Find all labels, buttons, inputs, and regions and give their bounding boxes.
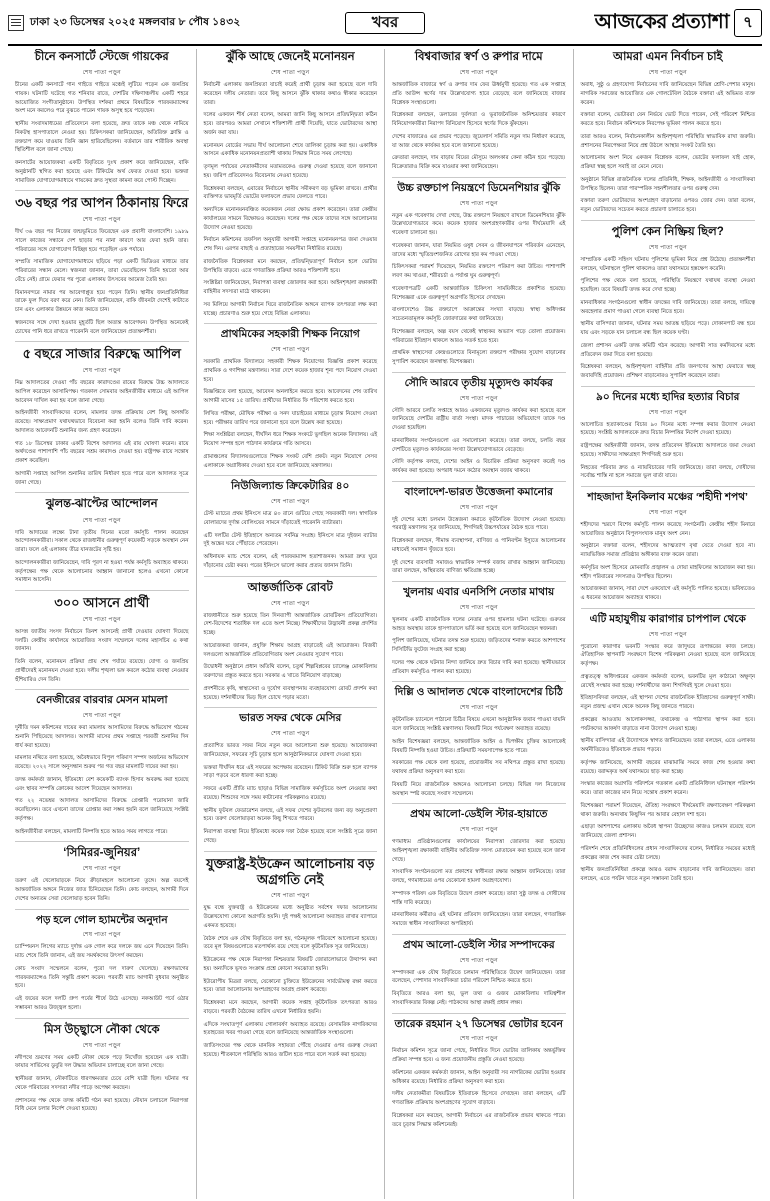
article[interactable] (15, 195, 189, 336)
article-paragraph: সরকারের পক্ষ থেকে বলা হয়েছে, প্রয়োজনীয় সব নথিপত্র প্রস্তুত রাখা হয়েছে। যথাযথ প্রক্রিয়া অনুসরণ করা হবে। (392, 760, 566, 775)
article-paragraph: চিকিৎসকরা পরামর্শ দিয়েছেন, নিয়মিত রক্তচাপ পরিমাপ করা উচিত। পাশাপাশি লবণ কম খাওয়া, শরীরচর্চা ও পর্যাপ্ত ঘুম গুরুত্বপূর্ণ। (392, 264, 566, 280)
article[interactable] (392, 939, 566, 1008)
article-paragraph: মামলার নথিতে বলা হয়েছে, অবৈধভাবে বিপুল পরিমাণ সম্পদ অর্জনের অভিযোগ রয়েছে। ২০২২ সালে অনুসন্ধান শুরুর পর গত বছর মামলাটি দায়ের করা হয়। (15, 755, 189, 771)
article-byline: শেষ পাতা পড়ুন (648, 631, 687, 638)
article-paragraph: অন্যদিকে মনোনয়নবঞ্চিত কয়েকজন নেতা ক্ষোভ প্রকাশ করেছেন। তারা কেন্দ্রীয় কার্যালয়ের সামনে বিক্ষোভও করেছেন। দলের পক্ষ থেকে তাদের সঙ্গে আলোচনার উদ্যোগ নেওয়া হয়েছে। (203, 207, 377, 231)
article-divider (392, 177, 566, 178)
article-paragraph: অধিনায়ক ম্যাচ শেষে বলেন, এই পারফরম্যান্স হতাশাজনক। আমরা দ্রুত ঘুরে দাঁড়ানোর চেষ্টা করব। পরের ইনিংসে ভালো করার প্রত্যয় জানান তিনি। (203, 554, 377, 569)
article-paragraph: দাবি আদায়ের লক্ষ্যে টানা তৃতীয় দিনের মতো কর্মসূচি পালন করেছেন আন্দোলনকারীরা। সকাল থেকে রাজধানীর গুরুত্বপূর্ণ কয়েকটি সড়কে অবস্থান নেন তারা। ফলে ওই এলাকায় তীব্র যানজটের সৃষ্টি হয়। (15, 529, 189, 553)
article-paragraph: বিশ্লেষকরা বলছেন, ডলারের দুর্বলতা ও ভূরাজনৈতিক অনিশ্চয়তার কারণে বিনিয়োগকারীরা নিরাপদ বিনিয়োগ হিসেবে স্বর্ণের দিকে ঝুঁকছেন। (392, 112, 566, 128)
article[interactable] (581, 491, 756, 603)
article-paragraph: অবাধ, সুষ্ঠু ও গ্রহণযোগ্য নির্বাচনের দাবি জানিয়েছেন বিভিন্ন শ্রেণি-পেশার মানুষ। নাগরিক সমাজের আয়োজিত এক গোলটেবিল বৈঠকে বক্তারা এই অভিমত ব্যক্ত করেন। (580, 82, 755, 106)
article-byline: শেষ পাতা পড়ুন (271, 893, 310, 900)
article-paragraph: উদ্বোধনী অনুষ্ঠানে প্রধান অতিথি বলেন, চতুর্থ শিল্পবিপ্লবের চ্যালেঞ্জ মোকাবিলায় তরুণদের প্রস্তুত করতে হবে। সরকার এ খাতে বিনিয়োগ বাড়াচ্ছে। (203, 664, 377, 680)
article-paragraph: আগামী সপ্তাহে আপিল শুনানির তারিখ নির্ধারণ হতে পারে বলে আদালত সূত্রে জানা গেছে। (15, 470, 189, 486)
article-paragraph: আলোচিত হত্যাকাণ্ডের বিচার ৯০ দিনের মধ্যে সম্পন্ন করার উদ্যোগ নেওয়া হয়েছে। সংশ্লিষ্ট আদালতকে দ্রুত বিচার নিষ্পত্তির নির্দেশ দেওয়া হয়েছে। (580, 421, 755, 437)
article[interactable] (392, 182, 566, 367)
article-paragraph: কর্তৃপক্ষ জানিয়েছে, আগামী বছরের মাঝামাঝি সময়ে কাজ শেষ হওয়ার কথা রয়েছে। বরাদ্দকৃত অর্থ যথাসময়ে ছাড় করা হচ্ছে। (580, 759, 755, 775)
article-paragraph: এটি দলটির টেস্ট ইতিহাসে অন্যতম সর্বনিম্ন সংগ্রহ। ইনিংসে মাত্র দুইজন ব্যাটার দুই অঙ্কের ঘরে পৌঁছাতে পেরেছেন। (203, 532, 377, 548)
article-headline[interactable]: ভারত সফর থেকে মেসির (239, 712, 342, 725)
article-paragraph: সৌদি কর্তৃপক্ষ বলছে, দেশের আইন ও বিচারিক প্রক্রিয়া অনুসরণ করেই দণ্ড কার্যকর করা হয়েছে। অপরাধ দমনে কঠোর অবস্থান বজায় থাকবে। (392, 459, 566, 475)
article[interactable] (204, 328, 378, 470)
article-paragraph: ইউক্রেনের পক্ষ থেকে নিরাপত্তা নিশ্চয়তার বিষয়টি জোরালোভাবে উত্থাপন করা হয়। অন্যদিকে ভূখণ্ড সংক্রান্ত প্রশ্নে কোনো সমঝোতা হয়নি। (203, 957, 377, 972)
article-headline[interactable]: প্রাথমিকের সহকারী শিক্ষক নিয়োগ (220, 328, 360, 341)
article-paragraph: দুই দেশের ব্যবসায়ী সমাজও স্বাভাবিক সম্পর্ক বজায় রাখার আহ্বান জানিয়েছে। তারা বলছেন, অস্থিরতায় বাণিজ্য ক্ষতিগ্রস্ত হচ্ছে। (392, 559, 566, 575)
article[interactable] (392, 586, 566, 676)
article-divider (581, 220, 756, 221)
article-paragraph: পরিদর্শন শেষে প্রতিনিধিদলের প্রধান সাংবাদিকদের বলেন, নির্ধারিত সময়ের মধ্যেই প্রকল্পের কাজ শেষ করার চেষ্টা চলছে। (580, 845, 755, 861)
masthead-center (308, 12, 462, 35)
article-headline[interactable]: দিল্লি ও আদালত থেকে বাংলাদেশের চিঠি (394, 686, 563, 699)
article-byline: শেষ পাতা পড়ুন (271, 731, 310, 738)
article[interactable] (392, 1018, 566, 1130)
article-paragraph: আয়োজকরা জানান, সারা দেশে একযোগে এই কর্মসূচি পালিত হয়েছে। ভবিষ্যতেও এ ধরনের আয়োজন অব্যাহত থাকবে। (580, 586, 755, 602)
article-divider (15, 341, 189, 342)
article-headline[interactable]: আন্তর্জাতিক রোবট (247, 581, 333, 594)
article-paragraph: বিশ্লেষকরা বলছেন, আইনশৃঙ্খলা বাহিনীর প্রতি জনগণের আস্থা ফেরাতে স্বচ্ছ জবাবদিহি প্রয়োজন। প্রশিক্ষণ বাড়ানোরও সুপারিশ করেছেন তারা। (580, 364, 755, 380)
article-headline[interactable]: ৩০০ আসনে প্রার্থী (54, 595, 150, 610)
article[interactable] (204, 712, 378, 845)
article-paragraph: বিশেষজ্ঞরা বলছেন, অল্প বয়স থেকেই স্বাস্থ্যকর অভ্যাস গড়ে তোলা প্রয়োজন। পরিবারের ইতিহাস থাকলে আরও সতর্ক হতে হবে। (392, 328, 566, 344)
article-paragraph: লিখিত পরীক্ষা, মৌখিক পরীক্ষা ও সনদ যাচাইয়ের মাধ্যমে চূড়ান্ত নিয়োগ দেওয়া হবে। পরীক্ষার তারিখ পরে জানানো হবে বলে উল্লেখ করা হয়েছে। (203, 410, 377, 426)
article-paragraph: গবেষকরা জানান, যারা নিয়মিত ওষুধ সেবন ও জীবনযাপনে পরিবর্তন এনেছেন, তাদের মধ্যে স্মৃতিভ্রংশজনিত রোগের হার কম পাওয়া গেছে। (392, 242, 566, 258)
article-paragraph: নির্বাচন কমিশনের তফসিল অনুযায়ী আগামী সপ্তাহে মনোনয়নপত্র জমা দেওয়ার শেষ দিন। এরপর বাছাই ও প্রত্যাহারের সময়সীমা নির্ধারিত রয়েছে। (203, 237, 377, 253)
article[interactable] (15, 694, 189, 836)
article-byline: শেষ পাতা পড়ুন (271, 70, 310, 77)
article[interactable] (392, 377, 566, 476)
article[interactable] (581, 225, 756, 381)
article-byline: শেষ পাতা পড়ুন (459, 827, 498, 834)
article-paragraph: প্রকল্পের আওতায় আলোকসজ্জা, তথ্যকেন্দ্র ও পাঠাগার স্থাপন করা হবে। পর্যটকদের আকর্ষণ বাড়াতে নানা উদ্যোগ নেওয়া হচ্ছে। (580, 716, 755, 732)
article[interactable] (204, 856, 378, 1060)
article-paragraph: তিনি বলেন, মনোনয়ন প্রক্রিয়া প্রায় শেষ পর্যায়ে রয়েছে। যোগ্য ও জনপ্রিয় প্রার্থীদেরই মনোনয়ন দেওয়া হবে। দলীয় শৃঙ্খলা ভঙ্গ করলে কঠোর ব্যবস্থা নেওয়ার হুঁশিয়ারিও দেন তিনি। (15, 659, 189, 683)
article[interactable] (204, 581, 378, 703)
article-paragraph: কূটনৈতিক চ্যানেলে পাঠানো চিঠির বিষয়ে এখনো আনুষ্ঠানিক জবাব পাওয়া যায়নি বলে জানিয়েছে সংশ্লিষ্ট মন্ত্রণালয়। বিষয়টি নিয়ে পর্যবেক্ষণ অব্যাহত রয়েছে। (392, 717, 566, 732)
article-divider (15, 590, 189, 591)
article-paragraph: আইনজীবীরা বলছেন, মামলাটি নিষ্পত্তি হতে আরও সময় লাগতে পারে। (15, 828, 168, 835)
article-headline[interactable]: যুক্তরাষ্ট্র-ইউক্রেন আলোচনায় বড় অগ্রগতি নেই (206, 855, 375, 887)
article-paragraph: দীর্ঘ ৩৬ বছর পর নিজের জন্মভূমিতে ফিরেছেন এক প্রবাসী বাংলাদেশি। ১৯৮৯ সালে কাজের সন্ধানে দেশ ছাড়ার পর নানা কারণে আর ফেরা হয়নি তার। পরিবারের সঙ্গে যোগাযোগ বিচ্ছিন্ন হয়ে পড়েছিল এক পর্যায়ে। (15, 229, 189, 253)
article-paragraph: প্রত্নতত্ত্ব অধিদপ্তরের একজন কর্মকর্তা বলেন, ভবনটির মূল কাঠামো অক্ষুণ্ন রেখেই সংস্কার করা হচ্ছে। দর্শনার্থীদের জন্য শিগগিরই খুলে দেওয়া হবে। (580, 673, 755, 689)
article-paragraph: বৈঠক শেষে এক যৌথ বিবৃতিতে বলা হয়, গঠনমূলক পরিবেশে আলোচনা হয়েছে। তবে মূল বিষয়গুলোতে মতপার্থক্য রয়ে গেছে বলে কূটনৈতিক সূত্র জানিয়েছে। (203, 935, 377, 951)
article-byline: শেষ পাতা পড়ুন (271, 600, 310, 607)
article-paragraph: সব মিলিয়ে আগামী নির্বাচন ঘিরে রাজনৈতিক অঙ্গনে ব্যাপক তৎপরতা লক্ষ করা যাচ্ছে। প্রচারণাও শুরু হয়ে গেছে বিভিন্ন এলাকায়। (203, 301, 377, 317)
article-byline: শেষ পাতা পড়ুন (82, 217, 121, 224)
article-paragraph: আইনজীবী সাংবাদিকদের বলেন, মামলার তদন্ত প্রক্রিয়ায় বেশ কিছু অসঙ্গতি রয়েছে। সাক্ষ্যপ্রমাণ যথাযথভাবে বিবেচনা করা হয়নি বলেও তিনি দাবি করেন। আদালত আবেদনটি শুনানির জন্য গ্রহণ করেছেন। (15, 410, 189, 434)
article-paragraph: পুলিশ জানিয়েছে, ঘটনার তদন্ত শুরু হয়েছে। জড়িতদের শনাক্ত করতে আশপাশের সিসিটিভি ফুটেজ সংগ্রহ করা হচ্ছে। (392, 638, 566, 654)
article-headline[interactable]: উচ্চ রক্তচাপ নিয়ন্ত্রণে ডিমেনশিয়ার ঝুঁকি (397, 181, 561, 194)
article[interactable] (15, 846, 189, 903)
hamburger-menu-icon[interactable] (8, 15, 24, 31)
article-paragraph: চীনের একটি কনসার্টে গান গাইতে গাইতে মঞ্চেই লুটিয়ে পড়েন এক জনপ্রিয় গায়ক। ঘটনাটি ঘটেছে গত শনিবার রাতে, দেশটির দক্ষিণাঞ্চলীয় একটি শহরে আয়োজিত সংগীতানুষ্ঠানে। উপস্থিত দর্শকরা প্রথমে বিষয়টিকে পারফরম্যান্সের অংশ মনে করলেও পরে বুঝতে পারেন গায়ক অসুস্থ হয়ে পড়েছেন। (15, 82, 189, 115)
article-byline: শেষ পাতা পড়ুন (648, 70, 687, 77)
article[interactable] (392, 808, 566, 929)
article[interactable] (15, 50, 189, 185)
article-headline[interactable]: তারেক রহমান ২৭ ডিসেম্বর ভোটার হবেন (394, 1017, 563, 1030)
article-divider (15, 909, 189, 910)
article-paragraph: এই জয়ের ফলে দলটি গ্রুপ পর্বের শীর্ষে উঠে এসেছে। নকআউট পর্বে ওঠার সম্ভাবনা আরও উজ্জ্বল হলো। (15, 996, 189, 1011)
article-headline[interactable]: ৩৬ বছর পর আপন ঠিকানায় ফিরে (15, 195, 189, 211)
article[interactable] (15, 1023, 189, 1115)
article-paragraph: স্থানীয় ফুটবল ফেডারেশন বলছে, এই সফর দেশের ফুটবলের জন্য বড় অনুপ্রেরণা হবে। তরুণ খেলোয়াড়রা অনেক কিছু শিখতে পারবে। (203, 807, 377, 823)
article-paragraph: আলোচনায় অংশ নিয়ে একজন বিশ্লেষক বলেন, ভোটের ফলাফল যাই হোক, প্রক্রিয়া স্বচ্ছ হলে সবাই তা মেনে নেবে। (580, 155, 755, 171)
article-byline: শেষ পাতা পড়ুন (271, 347, 310, 354)
article-headline[interactable]: শাহজাদা ইনকিলাব মঞ্চের ‘শহীদী শপথ’ (587, 491, 748, 504)
article[interactable] (15, 346, 189, 487)
article-paragraph: তরুণ এই খেলোয়াড়কে নিয়ে ক্রীড়ামহলে আলোচনা তুঙ্গে। অল্প বয়সেই আন্তর্জাতিক অঙ্গনে নিজের জাত চিনিয়েছেন তিনি। কোচ বলছেন, আগামী দিনে দেশের অন্যতম সেরা খেলোয়াড় হবেন তিনি। (15, 878, 189, 902)
column-3 (385, 49, 574, 1199)
article-byline: শেষ পাতা পড়ুন (271, 499, 310, 506)
masthead-right (462, 7, 762, 40)
article-paragraph: নদীপথে ভ্রমণের সময় একটি নৌকা থেকে পড়ে নিখোঁজ হয়েছেন এক যাত্রী। ফায়ার সার্ভিসের ডুবুরি দল উদ্ধার অভিযান চালাচ্ছে বলে জানা গেছে। (15, 1054, 189, 1070)
article-headline[interactable]: আমরা এমন নির্বাচন চাই (612, 51, 723, 63)
article-byline: শেষ পাতা পড়ুন (82, 713, 121, 720)
article-paragraph: বিশেষজ্ঞরা পরামর্শ দিয়েছেন, ঐতিহ্য সংরক্ষণে দীর্ঘমেয়াদি রক্ষণাবেক্ষণ পরিকল্পনা থাকা জরুরি। অন্যথায় কিছুদিন পর আবার বেহাল দশা হবে। (580, 802, 755, 818)
article-paragraph: প্রাথমিক স্বাস্থ্যসেবা কেন্দ্রগুলোতে বিনামূল্যে রক্তচাপ পরীক্ষার সুযোগ বাড়ানোর সুপারিশ করেছেন জনস্বাস্থ্য বিশেষজ্ঞরা। (392, 350, 566, 366)
article-paragraph: সৌদি আরবে চলতি সপ্তাহে আরও একজনের মৃত্যুদণ্ড কার্যকর করা হয়েছে বলে জানিয়েছে দেশটির রাষ্ট্রীয় বার্তা সংস্থা। মাদক পাচারের অভিযোগে তাকে দণ্ড দেওয়া হয়েছিল। (392, 407, 566, 432)
article-paragraph: পুরোনো কারাগার ভবনটি সংস্কার করে জাদুঘরে রূপান্তরের কাজ চলছে। ঐতিহাসিক স্থাপনাটি সংরক্ষণে বিশেষ পরিকল্পনা নেওয়া হয়েছে বলে জানিয়েছে কর্তৃপক্ষ। (580, 643, 755, 668)
article-paragraph: আন্দোলনকারীরা জানিয়েছেন, দাবি পূরণ না হওয়া পর্যন্ত কর্মসূচি অব্যাহত থাকবে। কর্তৃপক্ষের পক্ষ থেকে আলোচনার আহ্বান জানানো হলেও এখনো কোনো সমাধান আসেনি। (15, 559, 189, 584)
article-divider (204, 323, 378, 324)
article-paragraph: মানবাধিকার সংগঠনগুলো এর সমালোচনা করেছে। তারা বলছে, চলতি বছর দেশটিতে মৃত্যুদণ্ড কার্যকরের সংখ্যা উল্লেখযোগ্যভাবে বেড়েছে। (392, 437, 566, 453)
article-byline: শেষ পাতা পড়ুন (82, 517, 121, 524)
article-paragraph: রাষ্ট্রপক্ষের আইনজীবী জানান, তদন্ত প্রতিবেদন ইতিমধ্যে আদালতে জমা দেওয়া হয়েছে। সাক্ষীদের সাক্ষ্যগ্রহণ শিগগিরই শুরু হবে। (580, 443, 755, 458)
article-paragraph: প্রত্যাশিত ভারত সফর নিয়ে নতুন করে আলোচনা শুরু হয়েছে। আয়োজকরা জানিয়েছেন, সফরের সূচি চূড়ান্ত হলে আনুষ্ঠানিকভাবে ঘোষণা দেওয়া হবে। (203, 743, 377, 758)
article-byline: শেষ পাতা পড়ুন (459, 504, 498, 511)
article-paragraph: পুলিশের পক্ষ থেকে বলা হয়েছে, পরিস্থিতি নিয়ন্ত্রণে যথাযথ ব্যবস্থা নেওয়া হয়েছিল। তবে বিষয়টি তদন্ত করে দেখা হচ্ছে। (580, 278, 755, 294)
article-headline[interactable]: ঝুলন্ত-ঝাপ্টের আন্দোলন (45, 498, 158, 511)
article-divider (581, 386, 756, 387)
article-paragraph: ইতিহাসবিদরা বলছেন, এই স্থাপনা দেশের রাজনৈতিক ইতিহাসের গুরুত্বপূর্ণ সাক্ষী। নতুন প্রজন্ম এখান থেকে অনেক কিছু জানতে পারবে। (580, 695, 755, 711)
article-paragraph: শিক্ষা সংশ্লিষ্টরা বলছেন, দীর্ঘদিন ধরে শিক্ষক সংকটে ভুগছিল অনেক বিদ্যালয়। এই নিয়োগ সম্পন্ন হলে পাঠদান কার্যক্রমে গতি আসবে। (203, 432, 377, 448)
article-paragraph: গণমাধ্যম প্রতিষ্ঠানগুলোর কার্যালয়ের নিরাপত্তা জোরদার করা হয়েছে। আইনশৃঙ্খলা রক্ষাকারী বাহিনীর অতিরিক্ত সদস্য মোতায়েন করা হয়েছে বলে জানা গেছে। (392, 839, 566, 863)
article[interactable] (204, 480, 378, 570)
article-paragraph: আসন্ন জাতীয় সংসদ নির্বাচনে তিনশ আসনেই প্রার্থী দেওয়ার ঘোষণা দিয়েছে দলটি। কেন্দ্রীয় কার্যালয়ে আয়োজিত সংবাদ সম্মেলনে দলের মহাসচিব এ কথা জানান। (15, 628, 189, 653)
article-paragraph: অনুষ্ঠানে বিভিন্ন রাজনৈতিক দলের প্রতিনিধি, শিক্ষক, আইনজীবী ও সাংবাদিকরা উপস্থিত ছিলেন। তারা পারস্পরিক সহনশীলতার ওপর গুরুত্ব দেন। (580, 176, 755, 192)
column-1 (8, 49, 197, 1199)
article-paragraph: নিরাপত্তা ব্যবস্থা নিয়ে ইতিমধ্যে কয়েক দফা বৈঠক হয়েছে বলে সংশ্লিষ্ট সূত্রে জানা গেছে। (203, 829, 377, 844)
article-divider (392, 581, 566, 582)
article-paragraph: আন্তর্জাতিক বাজারে স্বর্ণ ও রুপার দাম ফের ঊর্ধ্বমুখী হয়েছে। গত এক সপ্তাহে প্রতি আউন্স স্বর্ণের দাম উল্লেখযোগ্য হারে বেড়েছে বলে জানিয়েছে বাজার বিশ্লেষক সংস্থাগুলো। (392, 82, 566, 106)
article-paragraph: দুই দেশের মধ্যে চলমান উত্তেজনা কমাতে কূটনৈতিক উদ্যোগ নেওয়া হয়েছে। পররাষ্ট্র মন্ত্রণালয় সূত্র জানিয়েছে, শিগগিরই উচ্চপর্যায়ের বৈঠক হতে পারে। (392, 516, 566, 532)
article-paragraph: স্থানীয় বাসিন্দারা জানান, ঘটনার সময় আতঙ্ক ছড়িয়ে পড়ে। দোকানপাট বন্ধ হয়ে যায় এবং সড়কে যান চলাচল বন্ধ ছিল কয়েক ঘণ্টা। (580, 321, 755, 337)
article-headline[interactable]: ৫ বছরে সাজার বিরুদ্ধে আপিল (22, 346, 181, 362)
article[interactable] (15, 914, 189, 1013)
article-headline[interactable]: সৌদি আরবে তৃতীয় মৃত্যুদণ্ড কার্যকর (404, 376, 553, 389)
article[interactable] (581, 613, 756, 884)
article-paragraph: বিমানবন্দরে নামার পর আবেগাপ্লুত হয়ে পড়েন তিনি। স্থানীয় জনপ্রতিনিধিরা তাকে ফুল দিয়ে বরণ করে নেন। তিনি জানিয়েছেন, বাকি জীবনটা দেশেই কাটাতে চান এবং এলাকার উন্নয়নে কাজ করতে চান। (15, 289, 189, 314)
article-paragraph: সাংবাদিক সংগঠনগুলো মত প্রকাশের স্বাধীনতা রক্ষার আহ্বান জানিয়েছে। তারা বলছে, গণমাধ্যমের ওপর যেকোনো হামলা অগ্রহণযোগ্য। (392, 869, 566, 885)
article-divider (392, 481, 566, 482)
article-paragraph: বিজ্ঞপ্তিতে বলা হয়েছে, আবেদন অনলাইনে করতে হবে। আবেদনের শেষ তারিখ আগামী মাসের ১৫ তারিখ। প্রার্থীদের নির্ধারিত ফি পরিশোধ করতে হবে। (203, 389, 377, 405)
article-divider (204, 707, 378, 708)
article-paragraph: স্থানীয় সংবাদমাধ্যমের প্রতিবেদনে বলা হয়েছে, দ্রুত তাকে মঞ্চ থেকে নামিয়ে নিকটস্থ হাসপাতালে নেওয়া হয়। চিকিৎসকরা জানিয়েছেন, অতিরিক্ত ক্লান্তি ও রক্তচাপ কমে যাওয়ায় তিনি জ্ঞান হারিয়েছিলেন। বর্তমানে তার শারীরিক অবস্থা স্থিতিশীল বলে জানা গেছে। (15, 121, 189, 154)
article-byline: শেষ পাতা পড়ুন (648, 244, 687, 251)
article-paragraph: মানবাধিকার কর্মীরাও এই ঘটনার প্রতিবাদ জানিয়েছেন। তারা বলছেন, গণতান্ত্রিক সমাজে স্বাধীন সাংবাদিকতা অপরিহার্য। (392, 912, 566, 928)
article-paragraph: চ্যাম্পিয়নস লিগের ম্যাচে দুর্দান্ত এক গোল করে দলকে জয় এনে দিয়েছেন তিনি। ম্যাচ শেষে তিনি জানান, এই জয় সমর্থকদের উৎসর্গ করছেন। (15, 944, 189, 960)
article-divider (15, 492, 189, 493)
article-paragraph: এদিকে সংঘাতপূর্ণ এলাকায় গোলাবর্ষণ অব্যাহত রয়েছে। বেসামরিক নাগরিকদের হতাহতের খবর পাওয়া গেছে বলে জানিয়েছে আন্তর্জাতিক সংস্থাগুলো। (203, 1021, 377, 1037)
article-paragraph: বাংলাদেশেও উচ্চ রক্তচাপে আক্রান্তের সংখ্যা বাড়ছে। স্বাস্থ্য অধিদপ্তর সচেতনতামূলক কর্মসূচি জোরদারের কথা জানিয়েছে। (392, 307, 566, 323)
article-paragraph: ইউরোপীয় মিত্ররা বলছে, যেকোনো চুক্তিতে ইউক্রেনের সার্বভৌমত্ব রক্ষা করতে হবে। তারা আলোচনায় অংশগ্রহণের আগ্রহ প্রকাশ করেছে। (203, 978, 377, 994)
page-number-mark: ৭ (734, 9, 762, 37)
article-headline[interactable]: নিউজিল্যান্ড ক্রিকেটারির ৪০ (231, 480, 350, 493)
article-paragraph: নিহতের পরিবার দ্রুত ও ন্যায়বিচারের দাবি জানিয়েছে। তারা বলছে, দোষীদের সর্বোচ্চ শাস্তি না হলে সমাজে ভুল বার্তা যাবে। (580, 464, 755, 480)
article-byline: শেষ পাতা পড়ুন (459, 1036, 498, 1043)
article-paragraph: কমিশনের একজন কর্মকর্তা জানান, আইন অনুযায়ী সব নাগরিকের ভোটার হওয়ার অধিকার রয়েছে। নির্ধারিত প্রক্রিয়া অনুসরণ করা হবে। (392, 1069, 566, 1085)
article-paragraph: এছাড়া আশপাশের এলাকায় অবৈধ স্থাপনা উচ্ছেদের কাজও চলমান রয়েছে বলে জানিয়েছে জেলা প্রশাসন। (580, 824, 755, 840)
article-paragraph: সরকারি প্রাথমিক বিদ্যালয়ে সহকারী শিক্ষক নিয়োগের বিজ্ঞপ্তি প্রকাশ করেছে প্রাথমিক ও গণশিক্ষা মন্ত্রণালয়। সারা দেশে কয়েক হাজার শূন্য পদে নিয়োগ দেওয়া হবে। (203, 359, 377, 383)
article-byline: শেষ পাতা পড়ুন (82, 1042, 121, 1049)
article-paragraph: সম্প্রতি সামাজিক যোগাযোগমাধ্যমে ছড়িয়ে পড়া একটি ভিডিওর মাধ্যমে তার পরিবারের সন্ধান মেলে। স্বজনরা জানান, তারা ভেবেছিলেন তিনি হয়তো আর বেঁচে নেই। গ্রামে ফেরার পর পুরো এলাকায় উৎসবের আমেজ তৈরি হয়। (15, 259, 189, 283)
article-paragraph: জেলা প্রশাসন একটি তদন্ত কমিটি গঠন করেছে। আগামী সাত কর্মদিবসের মধ্যে প্রতিবেদন জমা দিতে বলা হয়েছে। (580, 342, 755, 358)
article-paragraph: আইন বিশেষজ্ঞরা বলছেন, আন্তর্জাতিক আইন ও দ্বিপক্ষীয় চুক্তির আলোকেই বিষয়টি নিষ্পত্তি হওয়া উচিত। প্রক্রিয়াটি সময়সাপেক্ষ হতে পারে। (392, 738, 566, 754)
article-byline: শেষ পাতা পড়ুন (459, 604, 498, 611)
article-headline[interactable]: বিশ্ববাজার স্বর্ণ ও রুপার দামে (414, 51, 543, 63)
article-paragraph: রাজধানীতে শুরু হয়েছে তিন দিনব্যাপী আন্তর্জাতিক রোবটিকস প্রতিযোগিতা। দেশ-বিদেশের শতাধিক দল এতে অংশ নিচ্ছে। শিক্ষার্থীদের উদ্ভাবনী প্রকল্প প্রদর্শিত হচ্ছে। (203, 612, 377, 637)
article-byline: শেষ পাতা পড়ুন (82, 616, 121, 623)
article-paragraph: যুদ্ধ বন্ধে যুক্তরাষ্ট্র ও ইউক্রেনের মধ্যে অনুষ্ঠিত সর্বশেষ দফার আলোচনায় উল্লেখযোগ্য কোনো অগ্রগতি হয়নি। দুই পক্ষই আলোচনা অব্যাহত রাখার ব্যাপারে একমত হয়েছে। (203, 905, 377, 929)
article-paragraph: নতুন এক গবেষণায় দেখা গেছে, উচ্চ রক্তচাপ নিয়ন্ত্রণে রাখলে ডিমেনশিয়ার ঝুঁকি উল্লেখযোগ্যভাবে কমে। কয়েক হাজার অংশগ্রহণকারীর ওপর দীর্ঘমেয়াদি এই গবেষণা চালানো হয়। (392, 212, 566, 237)
article-paragraph: কনসার্টের আয়োজকরা একটি বিবৃতিতে দুঃখ প্রকাশ করে জানিয়েছেন, বাকি অনুষ্ঠানটি স্থগিত করা হয়েছে এবং টিকিটের অর্থ ফেরত দেওয়া হবে। ভক্তরা সামাজিক যোগাযোগমাধ্যমে গায়কের দ্রুত সুস্থতা কামনা করে পোস্ট দিচ্ছেন। (15, 160, 189, 184)
article-byline: শেষ পাতা পড়ুন (82, 932, 121, 939)
article-headline[interactable]: পুলিশ কেন নিষ্ক্রিয় ছিল? (611, 225, 724, 238)
article[interactable] (392, 686, 566, 798)
section-badge[interactable]: খবর (345, 12, 425, 35)
article-headline[interactable]: এটি মহাযুগীয় কারাগার চাপপাল থেকে (589, 612, 746, 625)
article-paragraph: সাম্প্রতিক একটি সহিংস ঘটনায় পুলিশের ভূমিকা নিয়ে প্রশ্ন উঠেছে। প্রত্যক্ষদর্শীরা বলছেন, ঘটনাস্থলে পুলিশ থাকলেও তারা যথাসময়ে হস্তক্ষেপ করেনি। (580, 256, 755, 272)
article-headline[interactable]: পড় হলে গোল হ্যামন্টের অনুদান (35, 913, 168, 926)
article-paragraph: অনুষ্ঠানে বক্তারা বলেন, শহীদদের আত্মত্যাগ বৃথা যেতে দেওয়া হবে না। ন্যায়ভিত্তিক সমাজ প্রতিষ্ঠার অঙ্গীকার ব্যক্ত করেন তারা। (580, 543, 755, 559)
article-paragraph: বিষয়টি নিয়ে রাজনৈতিক অঙ্গনেও আলোচনা চলছে। বিভিন্ন দল নিজেদের অবস্থান স্পষ্ট করেছে সংবাদ সম্মেলনে। (392, 781, 566, 797)
article-paragraph: সফরে একটি প্রীতি ম্যাচ ছাড়াও বিভিন্ন সামাজিক কর্মসূচিতে অংশ নেওয়ার কথা রয়েছে। শিশুদের সঙ্গে সময় কাটানোর পরিকল্পনাও রয়েছে। (203, 786, 377, 801)
article-paragraph: দলীয় নেতাকর্মীরা বিষয়টিকে ইতিবাচক হিসেবে দেখছেন। তারা বলছেন, এটি গণতান্ত্রিক প্রক্রিয়ায় অংশগ্রহণের সুযোগ বাড়াবে। (392, 1091, 566, 1107)
article[interactable] (392, 50, 566, 172)
article-paragraph: তৃণমূল পর্যায়ের নেতাকর্মীদের মতামতকেও গুরুত্ব দেওয়া হয়েছে বলে জানানো হয়। জরিপ প্রতিবেদনও বিবেচনায় নেওয়া হয়েছে। (203, 164, 377, 179)
article-paragraph: নির্বাচন কমিশন সূত্রে জানা গেছে, নির্ধারিত দিনে ভোটার তালিকায় অন্তর্ভুক্তির প্রক্রিয়া সম্পন্ন হবে। এ জন্য প্রয়োজনীয় প্রস্তুতি নেওয়া হয়েছে। (392, 1048, 566, 1064)
masthead-left (8, 15, 308, 32)
article-divider (204, 475, 378, 476)
article-byline: শেষ পাতা পড়ুন (459, 70, 498, 77)
article-paragraph: গ্রামাঞ্চলের বিদ্যালয়গুলোতে শিক্ষক সংকট বেশি প্রকট। নতুন নিয়োগে সেসব এলাকাকে অগ্রাধিকার দেওয়া হবে বলে জানিয়েছে মন্ত্রণালয়। (203, 453, 377, 469)
article-paragraph: জাতিসংঘের পক্ষ থেকে মানবিক সহায়তা পৌঁছে দেওয়ার ওপর গুরুত্ব দেওয়া হয়েছে। শীতকালে পরিস্থিতি আরও জটিল হতে পারে বলে সতর্ক করা হয়েছে। (203, 1043, 377, 1058)
article-paragraph: প্রদর্শনীতে কৃষি, স্বাস্থ্যসেবা ও দুর্যোগ ব্যবস্থাপনায় ব্যবহারযোগ্য রোবট প্রদর্শন করা হয়েছে। দর্শনার্থীদের ভিড় ছিল চোখে পড়ার মতো। (203, 685, 377, 701)
article-paragraph: সম্পাদকরা এক যৌথ বিবৃতিতে চলমান পরিস্থিতিতে উদ্বেগ জানিয়েছেন। তারা বলেছেন, পেশাদার সাংবাদিকতা চর্চার পরিবেশ নিশ্চিত করতে হবে। (392, 969, 566, 985)
article-paragraph: বক্তারা বলেন, ভোটাররা যেন নির্ভয়ে ভোট দিতে পারেন, সেই পরিবেশ নিশ্চিত করতে হবে। নির্বাচন কমিশনকে নিরপেক্ষ ভূমিকা পালন করতে হবে। (580, 112, 755, 128)
article-headline[interactable]: প্রথম আলো-ডেইলি স্টার সম্পাদকের (402, 938, 555, 951)
article-paragraph: মনোনয়ন বোর্ডের সভায় দীর্ঘ আলোচনা শেষে তালিকা চূড়ান্ত করা হয়। একাধিক আসনে একাধিক মনোনয়নপ্রত্যাশী থাকায় সিদ্ধান্ত নিতে সময় লেগেছে। (203, 142, 377, 158)
column-2 (197, 49, 386, 1199)
article-paragraph: তারা আরও বলেন, নির্বাচনকালীন আইনশৃঙ্খলা পরিস্থিতি স্বাভাবিক রাখা জরুরি। প্রশাসনের নিরপেক্ষতা নিয়ে প্রশ্ন উঠলে আস্থার সংকট তৈরি হয়। (580, 133, 755, 149)
article-paragraph: সম্পাদক পরিষদ এক বিবৃতিতে উদ্বেগ প্রকাশ করেছে। তারা সুষ্ঠু তদন্ত ও দোষীদের শাস্তি দাবি করেছে। (392, 890, 566, 906)
article-paragraph: বিশ্লেষকরা বলছেন, এবারের নির্বাচনে স্থানীয় সমীকরণ বড় ভূমিকা রাখবে। প্রার্থীর ব্যক্তিগত ভাবমূর্তি ভোটের ফলাফলে প্রভাব ফেলতে পারে। (203, 185, 377, 201)
article-paragraph: স্থানীয় বাসিন্দারা এই উদ্যোগকে স্বাগত জানিয়েছেন। তারা বলছেন, এতে এলাকার অর্থনীতিতেও ইতিবাচক প্রভাব পড়বে। (580, 738, 755, 754)
article-paragraph: স্বজনদের সঙ্গে দেখা হওয়ার মুহূর্তটি ছিল অত্যন্ত আবেগঘন। উপস্থিত অনেকেই চোখের পানি ধরে রাখতে পারেননি বলে জানিয়েছেন প্রত্যক্ষদর্শীরা। (15, 319, 189, 335)
article-headline[interactable]: প্রথম আলো-ডেইলি স্টার-হায়াতে (410, 808, 548, 821)
article-divider (392, 803, 566, 804)
article-paragraph: স্থানীয়রা জানান, নৌকাটিতে ধারণক্ষমতার চেয়ে বেশি যাত্রী ছিল। ঘটনার পর থেকে পরিবারের সদস্যরা নদীর পাড়ে অপেক্ষা করছেন। (15, 1076, 189, 1091)
article-paragraph: টেস্ট ম্যাচের প্রথম ইনিংসে মাত্র ৪০ রানে গুটিয়ে গেছে সফরকারী দল। স্বাগতিক বোলারদের দুর্দান্ত বোলিংয়ের সামনে দাঁড়াতেই পারেননি ব্যাটাররা। (203, 511, 377, 526)
article[interactable] (15, 497, 189, 585)
article-headline[interactable]: মিস উচ্ছ্বাসে নৌকা থেকে (43, 1023, 160, 1036)
article-divider (392, 934, 566, 935)
article-paragraph: দলের পক্ষ থেকে ঘটনার নিন্দা জানিয়ে দ্রুত বিচার দাবি করা হয়েছে। স্থানীয়ভাবে প্রতিবাদ কর্মসূচিও পালন করা হয়েছে। (392, 659, 566, 675)
article-paragraph: সংশ্লিষ্টরা জানিয়েছেন, নিরাপত্তা ব্যবস্থা জোরদার করা হবে। আইনশৃঙ্খলা রক্ষাকারী বাহিনীর সদস্যরা মাঠে থাকবেন। (203, 280, 377, 296)
article-divider (15, 841, 189, 842)
article-divider (581, 486, 756, 487)
article-byline: শেষ পাতা পড়ুন (459, 395, 498, 402)
article-paragraph: রাজনৈতিক বিশ্লেষকরা মনে করছেন, প্রতিদ্বন্দ্বিতাপূর্ণ নির্বাচন হলে ভোটার উপস্থিতি বাড়বে। এতে গণতান্ত্রিক প্রক্রিয়া আরও শক্তিশালী হবে। (203, 258, 377, 274)
article-paragraph: ভক্তরা দীর্ঘদিন ধরে এই সফরের অপেক্ষায় রয়েছেন। টিকিট বিক্রি শুরু হলে ব্যাপক সাড়া পড়বে বলে ধারণা করা হচ্ছে। (203, 764, 377, 780)
article-paragraph: দুর্নীতি দমন কমিশনের দায়ের করা মামলায় আসামিদের বিরুদ্ধে অভিযোগ গঠনের শুনানি পিছিয়েছে আদালত। আগামী মাসের প্রথম সপ্তাহে পরবর্তী শুনানির দিন ধার্য করা হয়েছে। (15, 725, 189, 749)
newspaper-logo[interactable]: আজকের প্রত্যাশা (594, 10, 729, 33)
article-paragraph: আয়োজকরা জানান, প্রযুক্তি শিক্ষায় আগ্রহ বাড়াতেই এই আয়োজন। বিজয়ী দলগুলো আন্তর্জাতিক প্রতিযোগিতায় অংশ নেওয়ার সুযোগ পাবে। (203, 642, 377, 658)
article-paragraph: দলের একজন শীর্ষ নেতা বলেন, আমরা জানি কিছু আসনে প্রতিদ্বন্দ্বিতা কঠিন হবে। তারপরও আমরা সেখানে শক্তিশালী প্রার্থী দিয়েছি, যাতে ভোটারদের আস্থা অর্জন করা যায়। (203, 112, 377, 136)
article-divider (204, 851, 378, 852)
article-paragraph: মানবাধিকার সংগঠনগুলো স্বাধীন তদন্তের দাবি জানিয়েছে। তারা বলছে, দায়িত্বে অবহেলার প্রমাণ পাওয়া গেলে ব্যবস্থা নিতে হবে। (580, 299, 755, 315)
article-byline: শেষ পাতা পড়ুন (82, 866, 121, 873)
article[interactable] (392, 486, 566, 576)
article-paragraph: দেশের বাজারেও এর প্রভাব পড়েছে। জুয়েলার্স সমিতি নতুন দাম নির্ধারণ করেছে, যা আজ থেকে কার্যকর হবে বলে জানানো হয়েছে। (392, 133, 566, 149)
article-byline: শেষ পাতা পড়ুন (648, 509, 687, 516)
article-byline: শেষ পাতা পড়ুন (459, 200, 498, 207)
article-divider (15, 689, 189, 690)
article-paragraph: ক্রেতারা বলছেন, দাম বাড়ায় বিয়ের মৌসুমে অলংকার কেনা কঠিন হয়ে পড়েছে। বিক্রেতারাও বিক্রি কমে যাওয়ার কথা জানিয়েছেন। (392, 155, 566, 171)
article-paragraph: বিশ্লেষকরা বলছেন, সীমান্ত ব্যবস্থাপনা, বাণিজ্য ও পানিবণ্টন ইস্যুতে আলোচনার মাধ্যমেই সমাধান খুঁজতে হবে। (392, 538, 566, 553)
article-divider (581, 608, 756, 609)
article-paragraph: খুলনায় একটি রাজনৈতিক দলের নেতার ওপর হামলার ঘটনা ঘটেছে। গুরুতর আহত অবস্থায় তাকে হাসপাতালে ভর্তি করা হয়েছে বলে জানিয়েছেন স্বজনরা। (392, 616, 566, 632)
article-headline[interactable]: ঝুঁকি আছে জেনেই মনোনয়ন (225, 51, 355, 63)
article-divider (392, 1013, 566, 1014)
article-divider (15, 1018, 189, 1019)
article-paragraph: স্থানীয় জনপ্রতিনিধিরা প্রকল্পে আরও বরাদ্দ বাড়ানোর দাবি জানিয়েছেন। তারা বলছেন, এতে পর্যটন খাতে নতুন সম্ভাবনা তৈরি হবে। (580, 867, 755, 883)
article-divider (204, 576, 378, 577)
article-divider (392, 372, 566, 373)
article-byline: শেষ পাতা পড়ুন (82, 70, 121, 77)
article-paragraph: তদন্ত কর্মকর্তা জানান, ইতিমধ্যে বেশ কয়েকটি ব্যাংক হিসাব অবরুদ্ধ করা হয়েছে এবং স্থাবর সম্পত্তি ক্রোকের আদেশ দিয়েছেন আদালত। (15, 776, 189, 792)
article-headline[interactable]: ‘সিমিরর-জুনিয়র’ (63, 847, 141, 860)
article-headline[interactable]: চীনে কনসার্টে স্টেজে গায়কের (34, 51, 169, 63)
article[interactable] (15, 595, 189, 684)
article-headline[interactable]: ৯০ দিনের মধ্যে হাদির হত্যার বিচার (596, 390, 740, 403)
article-paragraph: বিবৃতিতে আরও বলা হয়, ভুল তথ্য ও গুজব মোকাবিলায় দায়িত্বশীল সাংবাদিকতার বিকল্প নেই। পাঠকদের আস্থা রক্ষাই প্রধান লক্ষ্য। (392, 991, 566, 1006)
article-paragraph: শহীদদের স্মরণে বিশেষ কর্মসূচি পালন করেছে সংগঠনটি। কেন্দ্রীয় শহীদ মিনারে আয়োজিত অনুষ্ঠানে বিপুলসংখ্যক মানুষ অংশ নেন। (580, 521, 755, 537)
article-paragraph: গত ২২ নভেম্বর আদালত আসামিদের বিরুদ্ধে গ্রেপ্তারি পরোয়ানা জারি করেছিলেন। তবে এখনো তাদের গ্রেপ্তার করা সম্ভব হয়নি বলে জানিয়েছে সংশ্লিষ্ট কর্তৃপক্ষ। (15, 798, 189, 822)
article[interactable] (581, 50, 756, 215)
article-paragraph: সংস্কার কাজের অগ্রগতি পরিদর্শনে গতকাল একটি প্রতিনিধিদল ঘটনাস্থল পরিদর্শন করে। তারা কাজের মান নিয়ে সন্তোষ প্রকাশ করেন। (580, 781, 755, 797)
article-byline: শেষ পাতা পড়ুন (459, 957, 498, 964)
article-byline: শেষ পাতা পড়ুন (82, 368, 121, 375)
page-columns (8, 49, 762, 1199)
article-paragraph: নির্বাচনী এলাকায় জনপ্রিয়তা যাচাই করেই প্রার্থী চূড়ান্ত করা হয়েছে বলে দাবি করেছেন দলীয় নেতারা। তবে কিছু আসনে ঝুঁকি থাকার কথাও স্বীকার করেছেন তারা। (203, 82, 377, 106)
publication-date: ঢাকা ২৩ ডিসেম্বর ২০২৫ মঙ্গলবার ৮ পৌষ ১৪৩২ (30, 15, 241, 28)
article-paragraph: বক্তারা তরুণ ভোটারদের অংশগ্রহণ বাড়ানোর ওপরও জোর দেন। তারা বলেন, নতুন ভোটারদের সচেতন করতে প্রচারণা চালাতে হবে। (580, 198, 755, 214)
article-byline: শেষ পাতা পড়ুন (648, 409, 687, 416)
article-headline[interactable]: খুলনায় এবার এনসিপি নেতার মাথায় (403, 586, 555, 599)
article-paragraph: প্রশাসনের পক্ষ থেকে তদন্ত কমিটি গঠন করা হয়েছে। নৌযান চলাচলে নিরাপত্তা বিধি মেনে চলার নির্দেশ দেওয়া হয়েছে। (15, 1097, 189, 1113)
article[interactable] (581, 391, 756, 481)
article-paragraph: বিশ্লেষকরা মনে করছেন, আগামী নির্বাচনে এর রাজনৈতিক প্রভাব থাকতে পারে। তবে চূড়ান্ত সিদ্ধান্ত কমিশনেরই। (392, 1112, 566, 1128)
article-headline[interactable]: বাংলাদেশ-ভারত উত্তেজনা কমানোর (404, 485, 553, 498)
article-paragraph: নিম্ন আদালতের দেওয়া পাঁচ বছরের কারাদণ্ডের রায়ের বিরুদ্ধে উচ্চ আদালতে আপিল করেছেন আসামিপক্ষ। গতকাল সোমবার আইনজীবীর মাধ্যমে এই আপিল আবেদন দাখিল করা হয় বলে জানা গেছে। (15, 380, 189, 404)
article-paragraph: গত ১৮ ডিসেম্বর ঢাকার একটি বিশেষ আদালত এই রায় ঘোষণা করেন। রায়ে অর্থদণ্ডের পাশাপাশি পাঁচ বছরের সশ্রম কারাদণ্ড দেওয়া হয়। রাষ্ট্রপক্ষ রায়ে সন্তোষ প্রকাশ করেছিল। (15, 440, 189, 465)
article-divider (15, 190, 189, 191)
article[interactable] (204, 50, 378, 318)
article-paragraph: বিশ্লেষকরা মনে করছেন, আগামী কয়েক সপ্তাহ কূটনৈতিক তৎপরতা আরও বাড়বে। পরবর্তী বৈঠকের তারিখ এখনো নির্ধারিত হয়নি। (203, 1000, 377, 1015)
article-divider (392, 681, 566, 682)
article-headline[interactable]: বেনজীরের বারবার মেসন মামলা (36, 694, 168, 707)
article-byline: শেষ পাতা পড়ুন (459, 705, 498, 712)
article-paragraph: কোচ সংবাদ সম্মেলনে বলেন, পুরো দল দারুণ খেলেছে। রক্ষণভাগের পারফরম্যান্সেও তিনি সন্তুষ্টি প্রকাশ করেন। পরবর্তী ম্যাচ আগামী বুধবার অনুষ্ঠিত হবে। (15, 965, 189, 990)
column-4 (574, 49, 763, 1199)
masthead (8, 6, 762, 46)
article-paragraph: গবেষণাপত্রটি একটি আন্তর্জাতিক চিকিৎসা সাময়িকীতে প্রকাশিত হয়েছে। বিশেষজ্ঞরা একে গুরুত্বপূর্ণ অগ্রগতি হিসেবে দেখছেন। (392, 285, 566, 301)
article-paragraph: কর্মসূচির অংশ হিসেবে মোমবাতি প্রজ্বালন ও দোয়া মাহফিলের আয়োজন করা হয়। শহীদ পরিবারের সদস্যরাও উপস্থিত ছিলেন। (580, 564, 755, 580)
